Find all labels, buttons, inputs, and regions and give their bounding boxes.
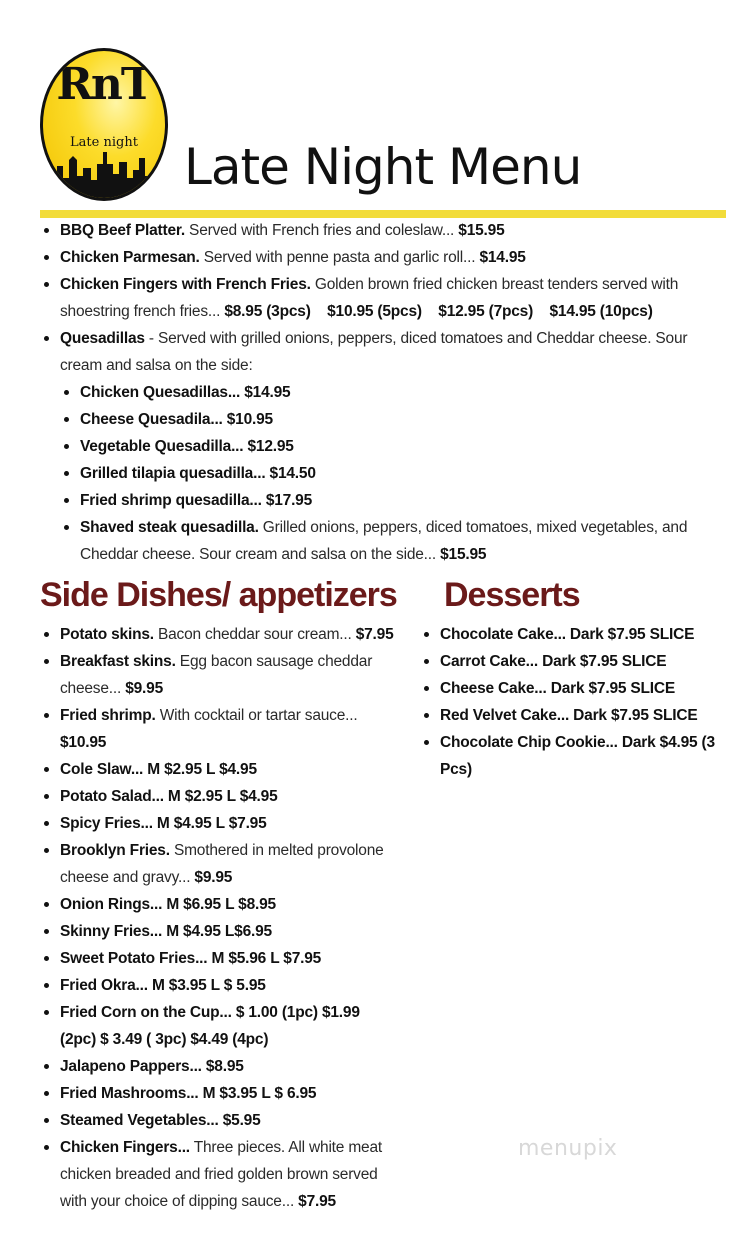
item-description: Served with penne pasta and garlic roll... [199, 249, 476, 266]
item-name: Steamed Vegetables... $5.95 [60, 1112, 261, 1129]
item-name: Cheese Quesadila... $10.95 [80, 411, 273, 428]
quesadilla-item [60, 433, 710, 460]
side-dishes-list [40, 621, 398, 1215]
item-name: Carrot Cake... Dark $7.95 SLICE [440, 653, 667, 670]
item-name: Chocolate Cake... Dark $7.95 SLICE [440, 626, 695, 643]
side-items [40, 621, 398, 1215]
quesadilla-item [60, 379, 710, 406]
menupix-watermark: menupix [518, 1136, 618, 1161]
item-name: Fried Okra... M $3.95 L $ 5.95 [60, 977, 266, 994]
dessert-items [420, 621, 720, 783]
item-name: Brooklyn Fries. [60, 842, 170, 859]
item-description: Smothered in melted provolone cheese and gravy... [60, 842, 384, 886]
item-name: Potato skins. [60, 626, 154, 643]
side-dish-item [40, 810, 398, 837]
menu-item [40, 217, 710, 244]
item-description: Grilled onions, peppers, diced tomatoes, mixed vegetables, and Cheddar cheese. Sour cream and salsa on the side... [80, 519, 688, 563]
item-description: With cocktail or tartar sauce... [155, 707, 358, 724]
item-description: Bacon cheddar sour cream... [153, 626, 352, 643]
main-items [40, 217, 710, 379]
desserts-heading: Desserts [444, 576, 580, 614]
logo-subtitle: Late night [70, 135, 138, 150]
side-dish-item [40, 648, 398, 702]
desserts-list [420, 621, 720, 783]
side-dish-item [40, 999, 398, 1053]
dessert-item [420, 702, 720, 729]
quesadilla-item [60, 460, 710, 487]
item-name: Fried Corn on the Cup... $ 1.00 (1pc) $1.99 (2pc) $ 3.49 ( 3pc) $4.49 (4pc) [60, 1004, 360, 1048]
item-name: Cole Slaw... M $2.95 L $4.95 [60, 761, 257, 778]
item-price: $15.95 [454, 222, 505, 239]
side-dish-item [40, 702, 398, 756]
item-price: $9.95 [121, 680, 164, 697]
item-name: Spicy Fries... M $4.95 L $7.95 [60, 815, 267, 832]
item-name: Red Velvet Cake... Dark $7.95 SLICE [440, 707, 698, 724]
item-price: $7.95 [351, 626, 394, 643]
side-dish-item [40, 1080, 398, 1107]
item-name: Breakfast skins. [60, 653, 176, 670]
quesadilla-items [60, 379, 710, 568]
item-price: $15.95 [436, 546, 487, 563]
side-dish-item [40, 891, 398, 918]
item-name: Fried shrimp. [60, 707, 156, 724]
item-price: $7.95 [294, 1193, 336, 1210]
item-description: - Served with grilled onions, peppers, diced tomatoes and Cheddar cheese. Sour cream and salsa on the side: [60, 330, 688, 374]
side-dish-item [40, 1053, 398, 1080]
dessert-item [420, 675, 720, 702]
menu-item [40, 271, 710, 325]
city-skyline-icon [43, 146, 165, 198]
side-dishes-heading: Side Dishes/ appetizers [40, 576, 397, 614]
dessert-item [420, 648, 720, 675]
dessert-item [420, 621, 720, 648]
quesadilla-item [60, 514, 710, 568]
side-dish-item [40, 837, 398, 891]
item-name: Chicken Quesadillas... $14.95 [80, 384, 291, 401]
side-dish-item [40, 945, 398, 972]
side-dish-item [40, 1107, 398, 1134]
main-menu-list [40, 217, 710, 568]
item-name: Chicken Fingers with French Fries. [60, 276, 311, 293]
restaurant-logo [40, 48, 168, 201]
logo-letters: RnT [56, 59, 152, 110]
item-name: Jalapeno Pappers... $8.95 [60, 1058, 244, 1075]
item-price: $9.95 [190, 869, 233, 886]
item-name: Cheese Cake... Dark $7.95 SLICE [440, 680, 676, 697]
menu-item [40, 325, 710, 379]
item-price: $14.95 [475, 249, 526, 266]
item-name: Shaved steak quesadilla. [80, 519, 259, 536]
item-name: Quesadillas [60, 330, 145, 347]
item-price: $8.95 (3pcs) $10.95 (5pcs) $12.95 (7pcs) $14.95 (10pcs) [220, 303, 653, 320]
item-name: Chocolate Chip Cookie... Dark $4.95 (3 Pcs) [440, 734, 715, 778]
item-description: Three pieces. All white meat chicken breaded and fried golden brown served with your choice of dipping sauce... [60, 1139, 382, 1210]
item-name: Vegetable Quesadilla... $12.95 [80, 438, 294, 455]
menu-item [40, 244, 710, 271]
item-name: Skinny Fries... M $4.95 L$6.95 [60, 923, 272, 940]
item-name: Onion Rings... M $6.95 L $8.95 [60, 896, 276, 913]
side-dish-item [40, 756, 398, 783]
item-name: Fried shrimp quesadilla... $17.95 [80, 492, 313, 509]
item-price: $10.95 [60, 707, 362, 751]
item-name: Sweet Potato Fries... M $5.96 L $7.95 [60, 950, 322, 967]
side-dish-item [40, 621, 398, 648]
dessert-item [420, 729, 720, 783]
item-name: Grilled tilapia quesadilla... $14.50 [80, 465, 316, 482]
side-dish-item [40, 972, 398, 999]
item-description: Egg bacon sausage cheddar cheese... [60, 653, 373, 697]
quesadilla-item [60, 487, 710, 514]
side-dish-item [40, 918, 398, 945]
page-title: Late Night Menu [184, 138, 582, 196]
item-name: Chicken Fingers... [60, 1139, 190, 1156]
side-dish-item [40, 783, 398, 810]
item-description: Golden brown fried chicken breast tenders served with shoestring french fries... [60, 276, 679, 320]
quesadilla-item [60, 406, 710, 433]
item-name: Potato Salad... M $2.95 L $4.95 [60, 788, 278, 805]
side-dish-item [40, 1134, 398, 1215]
item-description: Served with French fries and coleslaw... [184, 222, 455, 239]
item-name: BBQ Beef Platter. [60, 222, 185, 239]
item-name: Chicken Parmesan. [60, 249, 200, 266]
item-name: Fried Mashrooms... M $3.95 L $ 6.95 [60, 1085, 317, 1102]
